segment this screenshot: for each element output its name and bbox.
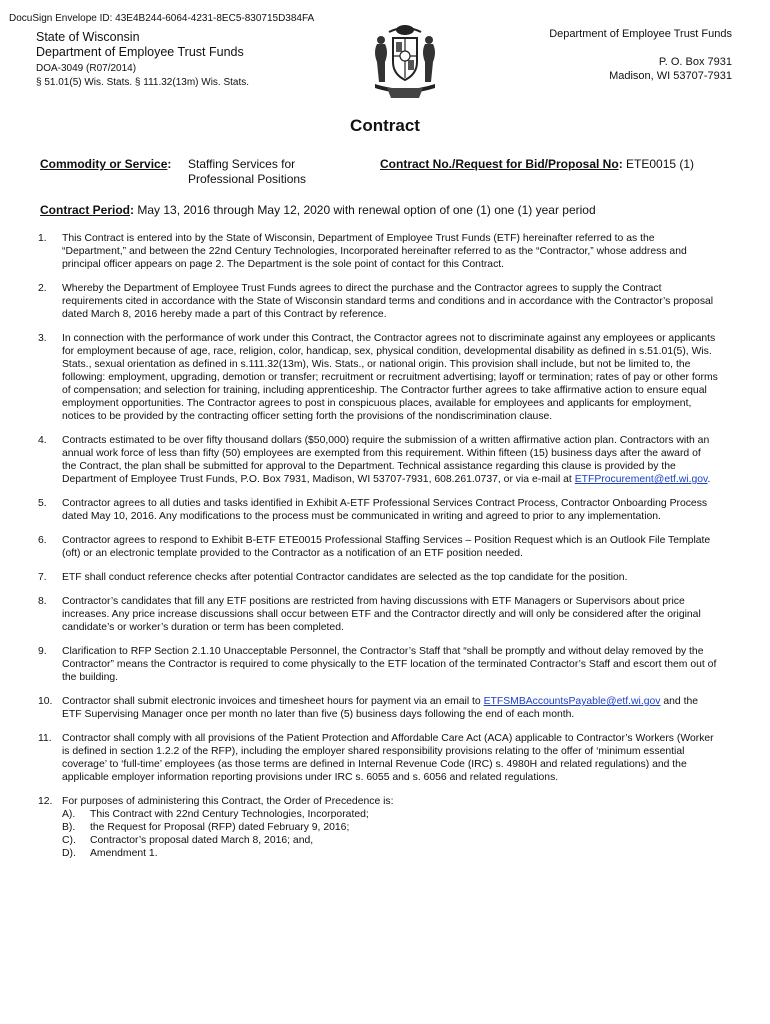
clause-number: 8. — [38, 596, 47, 607]
precedence-text: the Request for Proposal (RFP) dated February 9, 2016; — [90, 822, 350, 833]
clause-text — [62, 695, 718, 721]
clause-number: 1. — [38, 233, 47, 244]
clause-number: 3. — [38, 333, 47, 344]
wisconsin-seal-icon — [367, 22, 443, 102]
right-department-name: Department of Employee Trust Funds — [549, 28, 732, 40]
clause-8 — [38, 595, 718, 634]
clause-number: 10. — [38, 696, 53, 707]
clause-number: 12. — [38, 796, 53, 807]
contract-number-label: Contract No./Request for Bid/Proposal No — [380, 157, 619, 171]
clause-7 — [38, 571, 718, 584]
contract-number-colon: : — [618, 157, 623, 171]
clause-number: 11. — [38, 733, 52, 744]
clause-text: In connection with the performance of work under this Contract, the Contractor agrees not to discriminate against any employees or applicants for employment because of age, race, religion, color, handicap, sex, physical condition, developmental disability as defined in s.51.01(5), Wis. Stats., sexual orientation as defined in s.111.32(13m), Wis. Stats., or national origin. This provision shall include, but not be limited to, the following: employment, upgrading, demotion or transfer; recruitment or recruitment advertising; layoff or termination; rates of pay or other forms of compensation; and selection for training, including apprenticeship. The Contractor further agrees to take affirmative action to ensure equal employment opportunities. The Contractor agrees to post in conspicuous places, available for employees and applicants for employment, notices to be provided by the contracting officer setting forth the provisions of the nondiscrimination clause. — [62, 333, 718, 422]
docusign-envelope-id: DocuSign Envelope ID: 43E4B244-6064-4231-8EC5-830715D384FA — [9, 13, 315, 24]
clause-9 — [38, 645, 718, 684]
contract-number-value: ETE0015 (1) — [622, 157, 695, 171]
precedence-item — [62, 821, 718, 834]
precedence-label: D). — [62, 848, 76, 859]
precedence-text: This Contract with 22nd Century Technologies, Incorporated; — [90, 809, 369, 820]
right-header — [549, 27, 732, 83]
clause-4 — [38, 434, 718, 486]
contract-period-label: Contract Period — [40, 203, 131, 217]
state-name: State of Wisconsin — [36, 30, 140, 44]
left-header — [36, 30, 249, 90]
clause-2 — [38, 282, 718, 321]
contract-number-field — [380, 157, 694, 172]
clause-5 — [38, 497, 718, 523]
clause-text: Contractor shall comply with all provisions of the Patient Protection and Affordable Care Act (ACA) applicable to Contractor’s Workers (Worker is defined in section 1.2.2 of the RFP), including the employer shared responsibility provisions relating to the offer of ‘minimum essential coverage’ to ‘full-time’ employees (as those terms are defined in Internal Revenue Code (IRC) s. 4980H and related regulations) and the applicable employer information reporting provisions under IRC s. 6055 and s. 6056 and related regulations. — [62, 733, 714, 783]
statute-reference: § 51.01(5) Wis. Stats. § 111.32(13m) Wis. Stats. — [36, 77, 250, 88]
precedence-label: B). — [62, 822, 76, 833]
precedence-text: Contractor’s proposal dated March 8, 2016; and, — [90, 835, 314, 846]
accounts-payable-email-link[interactable]: ETFSMBAccountsPayable@etf.wi.gov — [483, 696, 661, 707]
contract-clauses — [38, 232, 718, 871]
clause-text: Contractor agrees to all duties and tasks identified in Exhibit A-ETF Professional Services Contract Process, Contractor Onboarding Process dated May 10, 2016. Any modifications to the process must be communicated in writing and agreed to prior to any implementation. — [62, 498, 708, 522]
city-state-zip: Madison, WI 53707-7931 — [609, 70, 732, 82]
clause-text-body: Contracts estimated to be over fifty thousand dollars ($50,000) require the submission of a written affirmative action plan. Contractors with an annual work force of less than fifty (50) employees are exempted from this requirement. Within fifteen (15) business days after the award of the Contract, the plan shall be submitted for approval to the Department. Technical assistance regarding this clause is provided by the Department of Employee Trust Funds, P.O. Box 7931, Madison, WI 53707-7931, 608.261.0737, or via e-mail at — [62, 435, 710, 485]
document-title: Contract — [350, 116, 420, 135]
clause-3 — [38, 332, 718, 423]
form-number: DOA-3049 (R07/2014) — [36, 63, 137, 74]
clause-number: 2. — [38, 283, 47, 294]
clause-text: ETF shall conduct reference checks after potential Contractor candidates are selected as the top candidate for the position. — [62, 572, 628, 583]
clause-number: 7. — [38, 572, 47, 583]
clause-text: Contractor agrees to respond to Exhibit B-ETF ETE0015 Professional Staffing Services – Position Request which is an Outlook File Template (oft) or an electronic template provided to the Contractor as a notification of an ETF position needed. — [62, 535, 711, 559]
clause-text: Contractor’s candidates that fill any ETF positions are restricted from having discussions with ETF Managers or Supervisors about price increases. Any price increase discussions shall occur between ETF and the Contractor directly and will only be considered after the original candidate’s or worker’s duration or term has been completed. — [62, 596, 701, 633]
precedence-item — [62, 834, 718, 847]
clause-text-body: Contractor shall submit electronic invoices and timesheet hours for payment via an email to — [62, 696, 484, 707]
clause-number: 5. — [38, 498, 47, 509]
contract-period-value: May 13, 2016 through May 12, 2020 with renewal option of one (1) one (1) year period — [134, 203, 596, 217]
clause-text-after: . — [707, 474, 711, 485]
commodity-colon: : — [167, 157, 172, 171]
clause-number: 4. — [38, 435, 47, 446]
clause-text-after: and the ETF Supervising Manager once per month no later than five (5) business days following the end of each month. — [62, 696, 699, 720]
clause-number: 6. — [38, 535, 47, 546]
commodity-field — [40, 157, 338, 187]
clause-11 — [38, 732, 718, 784]
precedence-label: A). — [62, 809, 76, 820]
department-name: Department of Employee Trust Funds — [36, 45, 244, 59]
clause-text — [62, 434, 718, 486]
clause-text: Whereby the Department of Employee Trust Funds agrees to direct the purchase and the Contractor agrees to supply the Contract requirements cited in accordance with the State of Wisconsin standard terms and conditions and in accordance with the Contractor’s proposal dated March 8, 2016 hereby made a part of this Contract by reference. — [62, 283, 714, 320]
precedence-item — [62, 808, 718, 821]
etf-procurement-email-link[interactable]: ETFProcurement@etf.wi.gov — [574, 474, 708, 485]
contract-period-field — [40, 203, 596, 217]
precedence-item — [62, 847, 718, 860]
commodity-label: Commodity or Service — [40, 157, 168, 171]
contract-period-colon: : — [130, 203, 135, 217]
clause-6 — [38, 534, 718, 560]
clause-number: 9. — [38, 646, 47, 657]
po-box: P. O. Box 7931 — [658, 56, 732, 68]
precedence-text: Amendment 1. — [90, 848, 158, 859]
commodity-value: Staffing Services for Professional Positions — [188, 157, 307, 186]
precedence-label: C). — [62, 835, 76, 846]
clause-text: This Contract is entered into by the State of Wisconsin, Department of Employee Trust Funds (ETF) hereinafter referred to as the “Department,” and between the 22nd Century Technologies, Incorporated hereinafter referred to as the “Contractor,” whose address and principal officer appears on page 2. The Department is the sole point of contact for this Contract. — [62, 233, 687, 270]
clause-1 — [38, 232, 718, 271]
clause-text: Clarification to RFP Section 2.1.10 Unacceptable Personnel, the Contractor’s Staff that “shall be promptly and without delay removed by the Contractor” means the Contractor is required to come physically to the ETF location of the terminated Contractor’s Staff and escort them out of the building. — [62, 646, 717, 683]
clause-10 — [38, 695, 718, 721]
clause-12 — [38, 795, 718, 860]
clause-text: For purposes of administering this Contract, the Order of Precedence is: — [62, 796, 394, 807]
